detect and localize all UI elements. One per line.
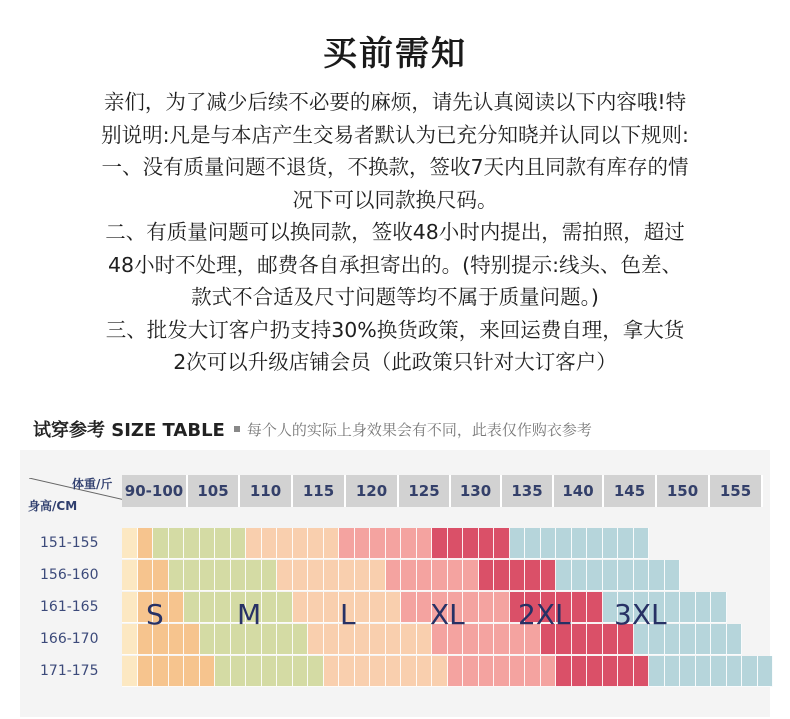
size-cell-m — [169, 560, 185, 591]
size-cell-xl — [463, 656, 479, 687]
weight-cell: 155 — [710, 475, 763, 507]
size-cell-xl — [386, 528, 402, 559]
size-cell-l — [308, 560, 324, 591]
size-cell-xl — [525, 656, 541, 687]
size-cell-3xl — [742, 656, 758, 687]
size-cell-2xl — [432, 528, 448, 559]
notice-line: 2次可以升级店铺会员（此政策只针对大订客户） — [173, 350, 617, 374]
size-cell-l — [324, 624, 340, 655]
size-cell-l — [339, 560, 355, 591]
size-cell-2xl — [541, 560, 557, 591]
size-cell-s — [200, 656, 216, 687]
notice-line: 别说明:凡是与本店产生交易者默认为已充分知晓并认同以下规则: — [101, 122, 689, 147]
size-cell-3xl — [680, 656, 696, 687]
size-cell-m — [215, 656, 231, 687]
size-cell-m — [153, 528, 169, 559]
size-cell-m — [277, 656, 293, 687]
size-cell-3xl — [634, 560, 650, 591]
size-cell-l — [293, 528, 309, 559]
size-cell-3xl — [510, 528, 526, 559]
size-cell-3xl — [618, 528, 634, 559]
size-table-title: 试穿参考 SIZE TABLE — [33, 420, 225, 441]
size-cell-s — [153, 656, 169, 687]
size-cell-l — [355, 592, 371, 623]
weight-header-row — [122, 475, 763, 507]
size-cell-2xl — [572, 592, 588, 623]
size-cell-2xl — [618, 656, 634, 687]
size-cell-3xl — [696, 624, 712, 655]
size-cell-xl — [494, 656, 510, 687]
size-cell-m — [231, 560, 247, 591]
size-cell-2xl — [634, 656, 650, 687]
size-cell-s — [122, 560, 138, 591]
size-cell-s — [138, 528, 154, 559]
size-cell-l — [308, 528, 324, 559]
size-cell-m — [200, 592, 216, 623]
size-cell-xl — [510, 656, 526, 687]
size-cell-s — [122, 656, 138, 687]
size-cell-3xl — [727, 656, 743, 687]
size-cell-xl — [448, 656, 464, 687]
size-cell-3xl — [711, 624, 727, 655]
size-cell-xl — [463, 624, 479, 655]
size-cell-xl — [355, 528, 371, 559]
size-label-m: M — [237, 598, 262, 631]
size-cell-m — [262, 560, 278, 591]
size-cell-xl — [401, 528, 417, 559]
size-cell-3xl — [649, 656, 665, 687]
page-title: 买前需知 — [323, 34, 467, 74]
size-cell-3xl — [603, 560, 619, 591]
size-cell-3xl — [665, 656, 681, 687]
weight-cell: 135 — [502, 475, 554, 507]
size-cell-l — [386, 624, 402, 655]
notice-line: 亲们，为了减少后续不必要的麻烦，请先认真阅读以下内容哦!特 — [103, 90, 687, 114]
size-cell-l — [370, 592, 386, 623]
size-table-heading — [33, 416, 592, 442]
size-cell-xl — [463, 560, 479, 591]
size-cell-3xl — [587, 560, 603, 591]
size-cell-3xl — [587, 528, 603, 559]
size-cell-xl — [339, 528, 355, 559]
height-label: 151-155 — [40, 535, 99, 551]
size-cell-xl — [494, 592, 510, 623]
notice-line: 三、批发大订客户扔支持30%换货政策，来回运费自理，拿大货 — [105, 317, 685, 342]
size-cell-l — [355, 560, 371, 591]
size-cell-l — [339, 656, 355, 687]
size-cell-2xl — [494, 528, 510, 559]
size-cell-m — [231, 656, 247, 687]
size-cell-m — [262, 656, 278, 687]
size-cell-xl — [432, 560, 448, 591]
weight-cell: 130 — [451, 475, 502, 507]
size-cell-3xl — [665, 560, 681, 591]
size-cell-3xl — [541, 528, 557, 559]
size-cell-m — [169, 528, 185, 559]
size-cell-3xl — [572, 528, 588, 559]
size-cell-3xl — [556, 528, 572, 559]
size-cell-2xl — [587, 656, 603, 687]
size-cell-3xl — [556, 560, 572, 591]
size-cell-m — [277, 624, 293, 655]
size-cell-m — [200, 624, 216, 655]
size-cell-2xl — [510, 560, 526, 591]
size-cell-3xl — [711, 656, 727, 687]
size-cell-xl — [417, 560, 433, 591]
notice-line: 48小时不处理，邮费各自承担寄出的。(特别提示:线头、色差、 — [108, 252, 682, 277]
purchase-notice — [40, 86, 750, 379]
size-cell-3xl — [696, 656, 712, 687]
size-cell-xl — [401, 592, 417, 623]
size-cell-xl — [448, 560, 464, 591]
height-axis-label: 身高/CM — [28, 499, 78, 513]
weight-cell: 120 — [346, 475, 399, 507]
size-cell-l — [355, 624, 371, 655]
weight-cell: 105 — [188, 475, 240, 507]
size-cell-xl — [541, 656, 557, 687]
size-cell-m — [215, 528, 231, 559]
size-cell-xl — [494, 624, 510, 655]
size-cell-m — [246, 560, 262, 591]
weight-cell: 150 — [657, 475, 710, 507]
size-label-xl: XL — [430, 598, 465, 631]
weight-cell: 140 — [554, 475, 604, 507]
size-cell-2xl — [448, 528, 464, 559]
size-cell-xl — [417, 528, 433, 559]
size-cell-s — [138, 560, 154, 591]
size-cell-2xl — [572, 624, 588, 655]
size-cell-m — [246, 656, 262, 687]
size-cell-m — [262, 624, 278, 655]
weight-axis-label: 体重/斤 — [72, 477, 113, 491]
size-cell-l — [324, 560, 340, 591]
size-cell-m — [184, 528, 200, 559]
size-cell-m — [200, 560, 216, 591]
size-cell-m — [200, 528, 216, 559]
size-cell-m — [215, 592, 231, 623]
size-cell-2xl — [525, 560, 541, 591]
size-cell-xl — [479, 624, 495, 655]
size-cell-l — [370, 624, 386, 655]
size-cell-l — [277, 560, 293, 591]
size-cell-3xl — [634, 528, 650, 559]
notice-line: 况下可以同款换尺码。 — [292, 187, 498, 212]
size-cell-m — [308, 656, 324, 687]
weight-cell: 115 — [293, 475, 346, 507]
height-label: 161-165 — [40, 599, 99, 615]
size-cell-2xl — [556, 656, 572, 687]
size-cell-3xl — [680, 592, 696, 623]
size-cell-l — [417, 656, 433, 687]
size-cell-3xl — [572, 560, 588, 591]
size-cell-s — [184, 624, 200, 655]
size-cell-l — [308, 592, 324, 623]
size-cell-s — [122, 592, 138, 623]
size-cell-xl — [479, 592, 495, 623]
size-cell-m — [184, 560, 200, 591]
size-cell-m — [293, 656, 309, 687]
size-cell-2xl — [603, 656, 619, 687]
size-cell-m — [293, 624, 309, 655]
weight-cell: 90-100 — [122, 475, 188, 507]
size-cell-3xl — [680, 624, 696, 655]
size-cell-l — [386, 592, 402, 623]
size-cell-l — [308, 624, 324, 655]
size-cell-s — [169, 592, 185, 623]
size-cell-m — [262, 592, 278, 623]
size-cell-s — [184, 656, 200, 687]
size-cell-s — [122, 624, 138, 655]
size-cell-2xl — [479, 528, 495, 559]
size-cell-s — [122, 528, 138, 559]
size-cell-2xl — [479, 560, 495, 591]
size-cell-3xl — [618, 560, 634, 591]
size-cell-2xl — [494, 560, 510, 591]
size-cell-3xl — [696, 592, 712, 623]
size-cell-3xl — [727, 624, 743, 655]
size-cell-xl — [370, 528, 386, 559]
size-cell-l — [324, 656, 340, 687]
size-cell-l — [324, 592, 340, 623]
size-cell-s — [169, 624, 185, 655]
size-cell-3xl — [525, 528, 541, 559]
notice-line: 二、有质量问题可以换同款，签收48小时内提出，需拍照，超过 — [105, 220, 685, 244]
notice-line: 一、没有质量问题不退货，不换款，签收7天内且同款有库存的情 — [101, 155, 689, 179]
size-cell-m — [184, 592, 200, 623]
height-label: 171-175 — [40, 663, 99, 679]
size-cell-l — [370, 560, 386, 591]
size-cell-s — [138, 656, 154, 687]
size-cell-l — [386, 656, 402, 687]
bullet-icon — [234, 426, 240, 432]
size-cell-l — [355, 656, 371, 687]
size-cell-l — [324, 528, 340, 559]
size-cell-l — [432, 656, 448, 687]
size-cell-s — [169, 656, 185, 687]
size-cell-3xl — [711, 592, 727, 623]
size-cell-m — [215, 624, 231, 655]
size-cell-m — [231, 528, 247, 559]
weight-cell: 125 — [399, 475, 451, 507]
size-label-l: L — [340, 598, 356, 631]
weight-cell: 110 — [240, 475, 293, 507]
weight-cell: 145 — [604, 475, 657, 507]
size-cell-l — [277, 528, 293, 559]
size-cell-xl — [463, 592, 479, 623]
size-cell-l — [370, 656, 386, 687]
notice-line: 款式不合适及尺寸问题等均不属于质量问题。) — [191, 285, 599, 309]
size-cell-2xl — [572, 656, 588, 687]
height-label: 156-160 — [40, 567, 99, 583]
size-cell-s — [153, 560, 169, 591]
size-label-s: S — [146, 598, 164, 631]
size-cell-l — [293, 592, 309, 623]
size-cell-l — [401, 656, 417, 687]
size-cell-m — [215, 560, 231, 591]
size-cell-2xl — [463, 528, 479, 559]
size-cell-m — [277, 592, 293, 623]
size-cell-xl — [386, 560, 402, 591]
size-cell-l — [246, 528, 262, 559]
size-cell-3xl — [758, 656, 774, 687]
size-cell-3xl — [649, 560, 665, 591]
size-label-3xl: 3XL — [614, 598, 667, 631]
size-table-subtitle: 每个人的实际上身效果会有不同，此表仅作购衣参考 — [246, 420, 592, 439]
height-label: 166-170 — [40, 631, 99, 647]
size-cell-l — [262, 528, 278, 559]
size-cell-2xl — [587, 592, 603, 623]
size-cell-l — [401, 624, 417, 655]
size-cell-l — [293, 560, 309, 591]
size-cell-xl — [401, 560, 417, 591]
size-cell-3xl — [603, 528, 619, 559]
size-cell-2xl — [587, 624, 603, 655]
size-label-2xl: 2XL — [518, 598, 571, 631]
size-cell-xl — [479, 656, 495, 687]
